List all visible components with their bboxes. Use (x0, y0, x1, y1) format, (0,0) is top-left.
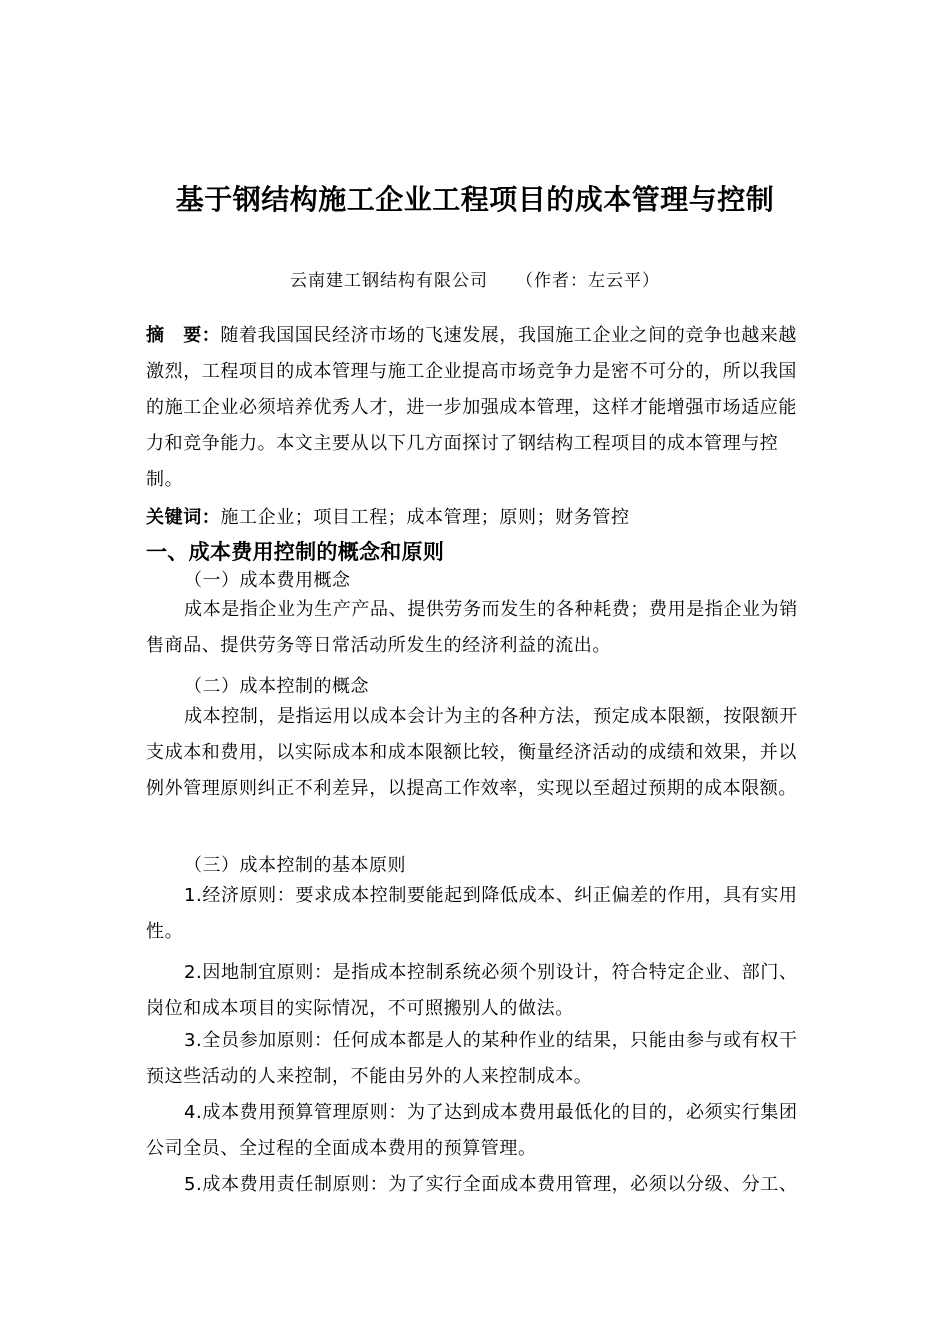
principle-item: 1.经济原则：要求成本控制要能起到降低成本、纠正偏差的作用，具有实用性。 (146, 885, 798, 942)
subsection-heading: （三）成本控制的基本原则 (184, 855, 406, 876)
paragraph: 成本控制，是指运用以成本会计为主的各种方法，预定成本限额，按限额开支成本和费用，以实际成本和成本限额比较，衡量经济活动的成绩和效果，并以例外管理原则纠正不利差异，以提高工作效率，实现以至超过预期的成本限额。 (146, 706, 798, 799)
principle-item: 3.全员参加原则：任何成本都是人的某种作业的结果，只能由参与或有权干预这些活动的人来控制，不能由另外的人来控制成本。 (146, 1030, 798, 1087)
abstract-label: 摘 要： (146, 325, 221, 346)
subsection-heading: （二）成本控制的概念 (184, 676, 369, 697)
principle-item: 2.因地制宜原则：是指成本控制系统必须个别设计，符合特定企业、部门、岗位和成本项目的实际情况，不可照搬别人的做法。 (146, 962, 798, 1019)
abstract-text: 随着我国国民经济市场的飞速发展，我国施工企业之间的竞争也越来越激烈，工程项目的成本管理与施工企业提高市场竞争力是密不可分的，所以我国的施工企业必须培养优秀人才，进一步加强成本管理，这样才能增强市场适应能力和竞争能力。本文主要从以下几方面探讨了钢结构工程项目的成本管理与控制。 (146, 325, 798, 490)
document-title: 基于钢结构施工企业工程项目的成本管理与控制 (175, 183, 775, 216)
abstract (146, 318, 808, 498)
byline (0, 266, 950, 291)
subsection-heading: （一）成本费用概念 (184, 570, 351, 591)
paragraph: 成本是指企业为生产产品、提供劳务而发生的各种耗费；费用是指企业为销售商品、提供劳务等日常活动所发生的经济利益的流出。 (146, 599, 798, 656)
company-name: 云南建工钢结构有限公司 (290, 271, 488, 291)
keywords (146, 500, 808, 536)
section-heading: 一、成本费用控制的概念和原则 (146, 540, 445, 564)
principle-item: 5.成本费用责任制原则：为了实行全面成本费用管理，必须以分级、分工、 (184, 1174, 798, 1195)
keywords-text: 施工企业；项目工程；成本管理；原则；财务管控 (220, 507, 630, 528)
principle-item: 4.成本费用预算管理原则：为了达到成本费用最低化的目的，必须实行集团公司全员、全过程的全面成本费用的预算管理。 (146, 1102, 798, 1159)
keywords-label: 关键词： (146, 507, 221, 528)
author-name: （作者：左云平） (516, 271, 660, 291)
